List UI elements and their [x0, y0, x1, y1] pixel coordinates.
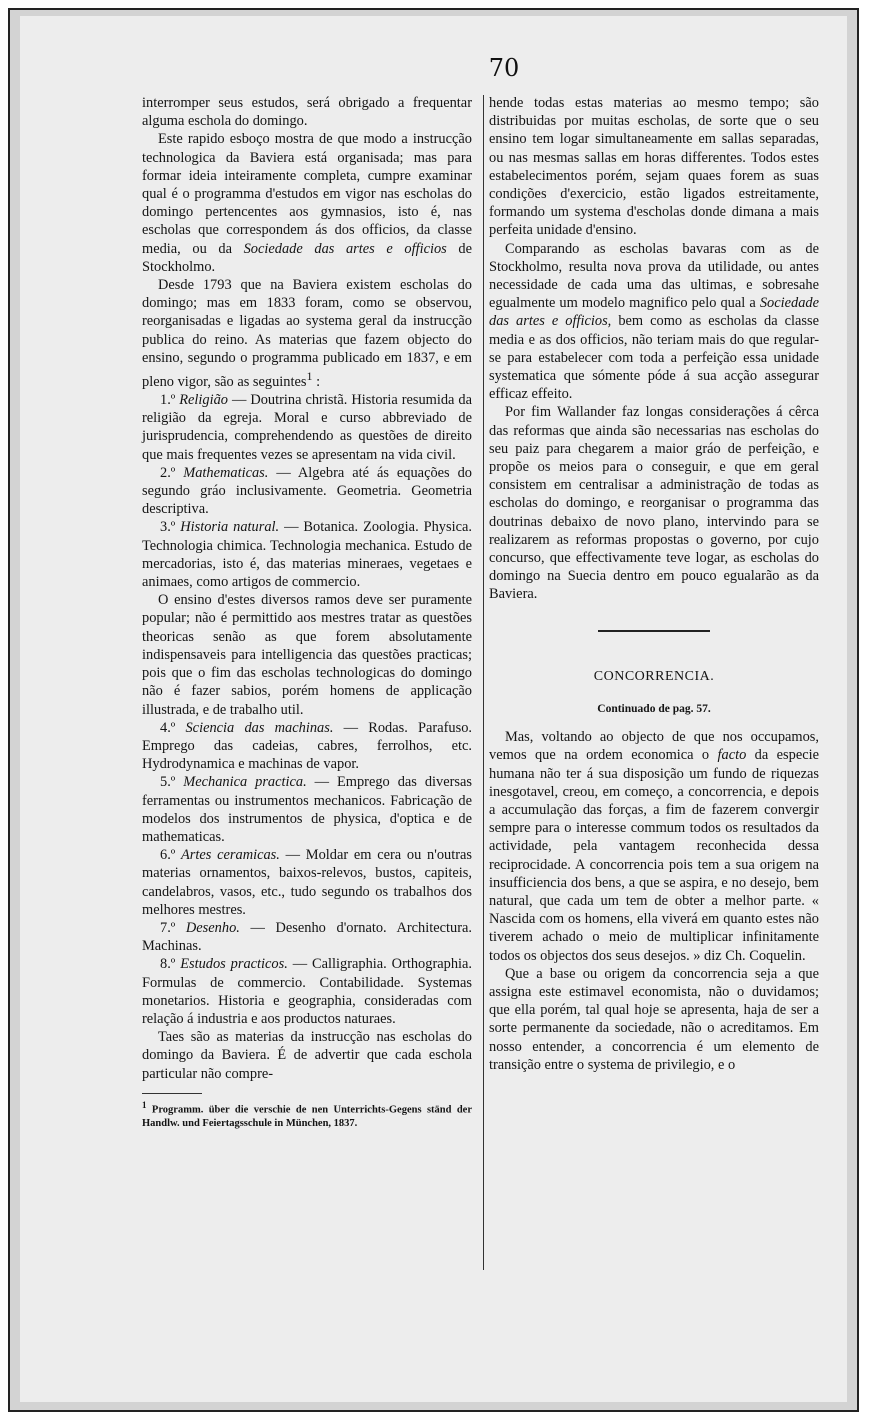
- subject-text: — Emprego das diversas ferramentas ou instrumentos mechanicos. Fabricação de modelos dos instrumentos de physica, d'optica e de mathematicas.: [142, 774, 472, 845]
- paragraph-text: bem como as escholas da classe media e as dos officios, não teriam mais do que regular-se para estabelecer com toda a perfeição essa unidade systematica que sómente póde á sua acção assegurar efficaz effeito.: [489, 313, 820, 403]
- paragraph-text: Comparando as escholas bavaras com as de Stockholmo, resulta nova prova da utilidade, ou antes necessidade de cada uma das ultimas, e sobresahe egualmente um modelo magnifico pelo qual a: [489, 240, 819, 312]
- footnote-rule: [142, 1093, 202, 1094]
- paragraph-text: Mas, voltando ao objecto de que nos occupamos, vemos que na ordem economica o: [489, 729, 819, 764]
- subject-title: Estudos practicos.: [180, 956, 288, 973]
- paragraph: [489, 728, 819, 965]
- item-number: 1.º: [160, 392, 176, 409]
- subject-text: — Desenho d'ornato. Architectura. Machinas.: [142, 919, 472, 955]
- subject-text: — Algebra até ás equações do segundo gráo inclusivamente. Geometria. Geometria descriptiva.: [142, 464, 472, 518]
- subject-title: Sciencia das machinas.: [185, 719, 334, 736]
- footnote-ref: 1: [306, 369, 313, 384]
- paragraph: [142, 591, 472, 718]
- subject-item: [142, 719, 472, 774]
- italic-title: Sociedade das artes e officios: [243, 240, 447, 257]
- paragraph: [489, 965, 819, 1074]
- paragraph: [142, 1028, 472, 1083]
- paragraph: [489, 94, 819, 240]
- paragraph-text: :: [312, 373, 321, 390]
- item-number: 4.º: [160, 719, 176, 736]
- subject-title: Artes ceramicas.: [181, 847, 280, 864]
- subject-item: [142, 518, 472, 591]
- subject-item: [142, 773, 472, 846]
- left-column: [142, 94, 472, 1131]
- column-divider: [483, 95, 484, 1270]
- paragraph-text: de Stockholmo.: [142, 240, 472, 275]
- item-number: 5.º: [160, 774, 176, 791]
- right-column: [489, 94, 819, 1074]
- paragraph-text: hende todas estas materias ao mesmo tempo; são distribuidas por muitas escholas, de sorte que o seu ensino tem logar simultaneamente em sallas separadas, ou nas mesmas sallas em horas differentes. Todos estes estabelecimentos porém, sejam quaes forem as suas condições d'exercicio, estão ligados estreitamente, formando um systema d'escholas donde dimana a mais perfeita unidade d'ensino.: [489, 95, 819, 239]
- paragraph: [489, 240, 819, 404]
- italic-title: Sociedade das artes e officios,: [489, 295, 819, 330]
- item-number: 7.º: [160, 919, 176, 936]
- item-number: 3.º: [160, 519, 176, 536]
- page-number: 70: [488, 54, 520, 82]
- subject-item: [142, 919, 472, 955]
- subject-title: Historia natural.: [180, 519, 280, 536]
- subject-title: Mathematicas.: [183, 464, 269, 481]
- footnote-mark: 1: [142, 1099, 147, 1110]
- paragraph-text: Este rapido esboço mostra de que modo a instrucção technologica da Baviera está organisada; mas para formar ideia inteiramente completa, cumpre examinar qual é o programma d'estudos em vigor nas escholas do domingo pertencentes aos gymnasios, isto é, nas escholas que correspondem ás dos officios, da classe media, ou da: [142, 131, 472, 257]
- subject-title: Mechanica practica.: [183, 774, 307, 791]
- footnote: [142, 1098, 472, 1132]
- paragraph: [142, 130, 472, 276]
- paragraph-text: da especie humana não ter á sua disposição um fundo de riquezas inesgotavel, creou, em começo, a concorrencia, e depois a accumulação das forças, a fim de fazerem convergir sempre para o interesse commum todos os resultados da actividade, pela vantagem reconhecida dessa reciprocidade. A concorrencia pois tem a sua origem na insufficiencia dos bens, a que se aspira, e no desejo, bem natural, que cada um tem de obter a melhor parte. « Nascida com os homens, ella viverá em quanto estes não tiverem achado o meio de multiplicar infinitamente todos os objectos dos seus desejos. » diz Ch. Coquelin.: [489, 747, 819, 964]
- paragraph: [142, 94, 472, 130]
- footnote-text: Programm. über die verschie de nen Unterrichts-Gegens ständ der Handlw. und Feiertagsschule in München, 1837.: [142, 1104, 473, 1130]
- subject-title: Religião: [179, 392, 228, 409]
- paragraph-text: O ensino d'estes diversos ramos deve ser puramente popular; não é permittido aos mestres tratar as questões theoricas senão as que forem absolutamente indispensaveis para intelligencia das questões practicas; pois que o fim das escholas technologicas do domingo não é fazer sabios, porém homens de applicação illustrada, e de trabalho util.: [142, 592, 472, 718]
- item-number: 2.º: [160, 464, 176, 481]
- item-number: 6.º: [160, 847, 176, 864]
- section-subtitle: Continuado de pag. 57.: [597, 702, 711, 715]
- subject-text: — Botanica. Zoologia. Physica. Technologia chimica. Technologia mechanica. Estudo de mercadorias, isto é, das materias mineraes, vegetaes e animaes, como artigos de commercio.: [142, 519, 472, 591]
- subject-item: [142, 846, 472, 919]
- paragraph-text: Que a base ou origem da concorrencia seja a que assigna este estimavel economista, não o duvidamos; que ella porém, tal qual hoje se apresenta, haja de ser a sorte permanente da sociedade, não o acreditamos. Em nosso entender, a concorrencia é um elemento de transição entre o systema de privilegio, e o: [489, 965, 819, 1073]
- section-rule: [598, 630, 710, 632]
- paragraph-text: Desde 1793 que na Baviera existem escholas do domingo; mas em 1833 foram, como se observou, reorganisadas e ligadas ao systema geral da instrucção publica do reino. As materias que fazem objecto do ensino, segundo o programma publicado em 1837, e em pleno vigor, são as seguintes: [142, 277, 472, 390]
- paragraph-text: Por fim Wallander faz longas considerações á cêrca das reformas que ainda são necessarias nas escholas do seu paiz para chegarem a maior gráo de perfeição, e propõe os meios para o conseguir, e que em geral consistem em centralisar a administração de todas as escholas do domingo, e reorganisar o programma das doutrinas debaixo de novo plano, intervindo para se realizarem as reformas propostas o governo, por cujo concurso, que effectivamente teve logar, as escholas do domingo na Suecia dentro em pouco egualarão as da Baviera.: [489, 404, 819, 603]
- section-title: CONCORRENCIA.: [593, 668, 715, 684]
- paragraph: [489, 403, 819, 603]
- paragraph-text: interromper seus estudos, será obrigado a frequentar alguma eschola do domingo.: [142, 95, 472, 130]
- subject-text: — Calligraphia. Orthographia. Formulas de commercio. Contabilidade. Systemas monetarios. Historia e geographia, consideradas com relação á industria e aos productos naturaes.: [142, 956, 472, 1027]
- subject-text: — Rodas. Parafuso. Emprego das cadeias, cabres, ferrolhos, etc. Hydrodynamica e machinas de vapor.: [142, 719, 472, 773]
- subject-text: — Doutrina christã. Historia resumida da religião da egreja. Moral e curso abbreviado de jurisprudencia, comprehendendo as questões de direito que mais frequentes vezes se apresentam na vida civil.: [142, 392, 472, 463]
- italic-word: facto: [717, 747, 747, 764]
- item-number: 8.º: [160, 956, 176, 973]
- subject-title: Desenho.: [185, 919, 240, 936]
- subject-item: [142, 955, 472, 1028]
- subject-text: — Moldar em cera ou n'outras materias ornamentos, baixos-relevos, bustos, capiteis, candelabros, vasos, etc., tudo segundo os trabalhos dos melhores mestres.: [142, 847, 472, 918]
- subject-item: [142, 464, 472, 519]
- paragraph: [142, 276, 472, 391]
- paragraph-text: Taes são as materias da instrucção nas escholas do domingo da Baviera. É de advertir que cada eschola particular não compre-: [142, 1029, 472, 1082]
- subject-item: [142, 391, 472, 464]
